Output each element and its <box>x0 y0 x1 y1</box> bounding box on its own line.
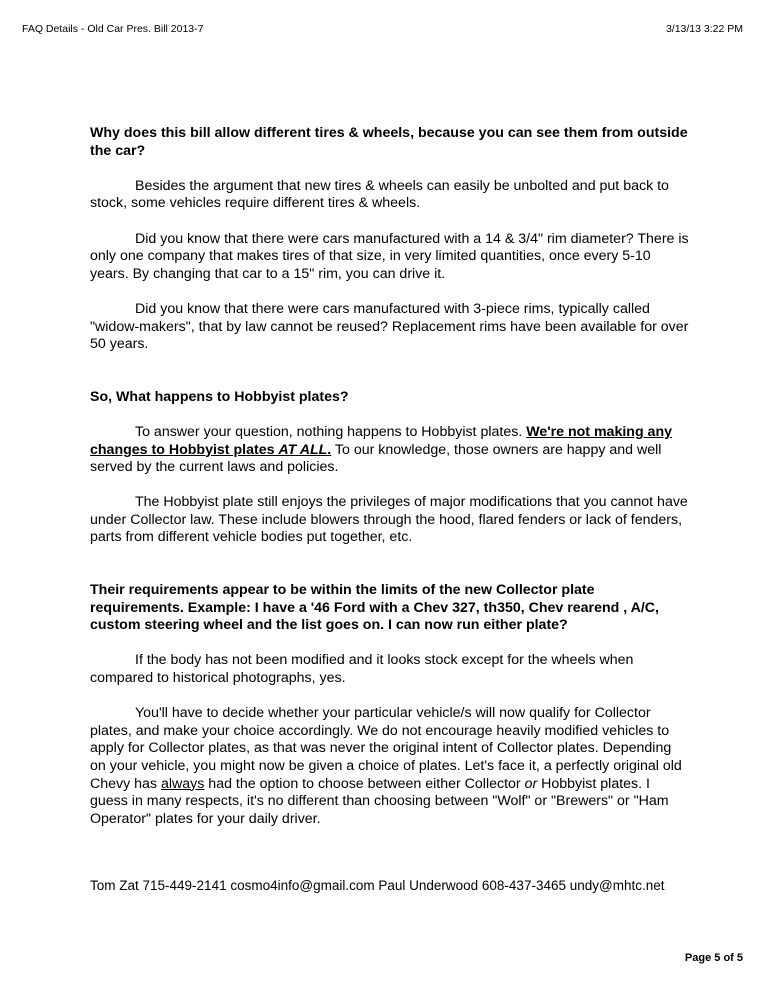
answer-paragraph <box>90 424 690 477</box>
answer-paragraph <box>90 705 690 828</box>
contact-info: Tom Zat 715-449-2141 cosmo4info@gmail.com Paul Underwood 608-437-3465 undy@mhtc.net <box>90 878 665 893</box>
answer-text: To answer your question, nothing happens to Hobbyist plates. <box>135 423 527 440</box>
answer-text: had the option to choose between either Collector <box>204 775 525 792</box>
question-collector-requirements: Their requirements appear to be within the limits of the new Collector plate requirements. Example: I have a '46 Ford with a Chev 327, th350, Chev rearend , A/C, custom steering wheel and the list goes on. I can now run either plate? <box>90 582 659 634</box>
faq-content <box>90 125 690 828</box>
document-title: FAQ Details - Old Car Pres. Bill 2013-7 <box>22 23 204 35</box>
question-hobbyist-plates: So, What happens to Hobbyist plates? <box>90 388 349 405</box>
print-datetime: 3/13/13 3:22 PM <box>665 23 743 35</box>
emphasis-or: or <box>524 775 538 792</box>
answer-paragraph: Did you know that there were cars manufactured with a 14 & 3/4" rim diameter? There is only one company that makes tires of that size, in very limited quantities, once every 5-10 years. By changing that car to a 15" rim, you can drive it. <box>90 230 689 282</box>
answer-paragraph: Besides the argument that new tires & wheels can easily be unbolted and put back to stock, some vehicles require different tires & wheels. <box>90 177 669 212</box>
answer-text: To our knowledge, those owners are happy and well served by the current laws and policies. <box>90 441 662 476</box>
page-number: Page 5 of 5 <box>684 952 743 964</box>
answer-paragraph: The Hobbyist plate still enjoys the privileges of major modifications that you cannot have under Collector law. These include blowers through the hood, flared fenders or lack of fenders, parts from different vehicle bodies put together, etc. <box>90 494 688 546</box>
answer-paragraph: If the body has not been modified and it looks stock except for the wheels when compared to historical photographs, yes. <box>90 652 634 687</box>
emphasis-always: always <box>160 775 205 792</box>
emphasis-period: . <box>327 441 332 458</box>
emphasis-at-all: AT ALL <box>278 441 328 458</box>
answer-text: Hobbyist plates. I guess in many respects, it's no different than choosing between "Wolf" or "Brewers" or "Ham Operator" plates for your daily driver. <box>90 775 669 827</box>
emphasis-text: We're not making any changes to Hobbyist plates <box>90 423 672 458</box>
question-tires-wheels: Why does this bill allow different tires & wheels, because you can see them from outside the car? <box>90 125 688 159</box>
answer-paragraph: Did you know that there were cars manufactured with 3-piece rims, typically called "widow-makers", that by law cannot be reused? Replacement rims have been available for over 50 years. <box>90 300 689 353</box>
answer-text: You'll have to decide whether your particular vehicle/s will now qualify for Collector plates, and make your choice accordingly. We do not encourage heavily modified vehicles to apply for Collector plates, as that was never the original intent of Collector plates. Depending on your vehicle, you might now be given a choice of plates. Let's face it, a perfectly original old Chevy has <box>90 705 682 792</box>
